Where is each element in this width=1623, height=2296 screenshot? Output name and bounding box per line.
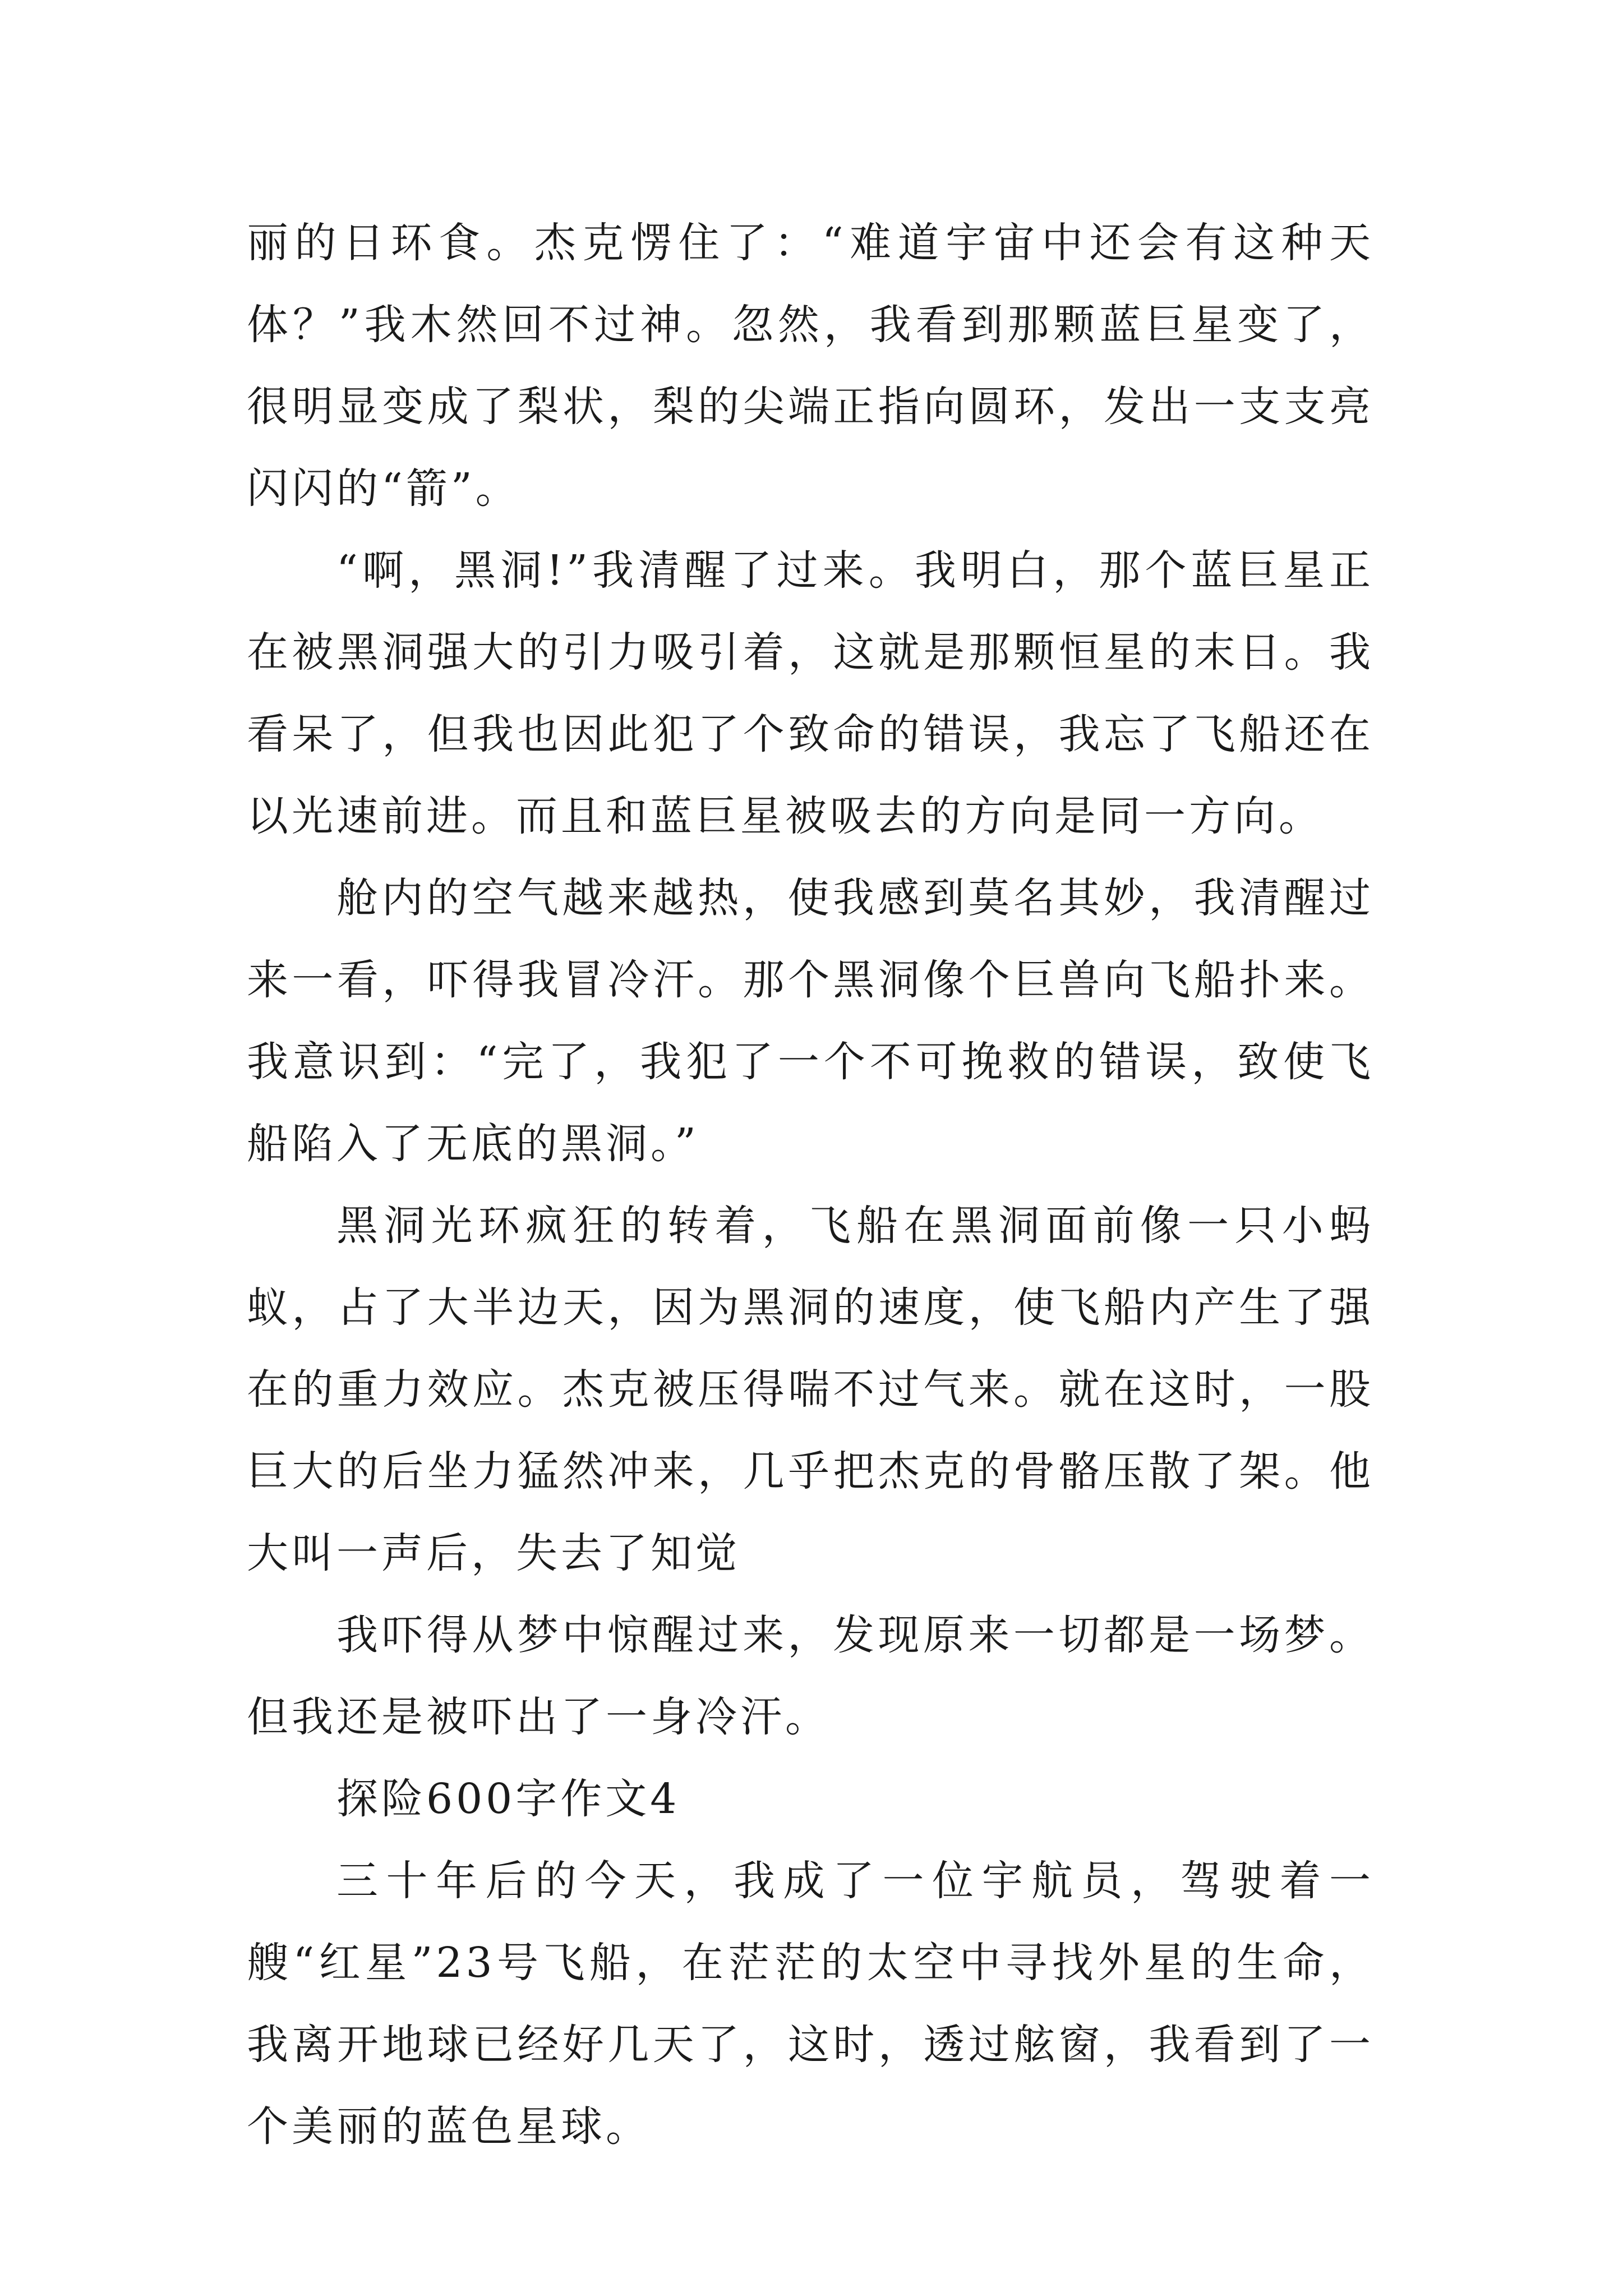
document-body [247,202,1374,2168]
section-heading: 探险600字作文4 [336,1775,680,1823]
paragraph-5: 我吓得从梦中惊醒过来，发现原来一切都是一场梦。但我还是被吓出了一身冷汗。 [247,1611,1374,1741]
paragraph-4: 黑洞光环疯狂的转着，飞船在黑洞面前像一只小蚂蚁，占了大半边天，因为黑洞的速度，使飞船内产生了强在的重力效应。杰克被压得喘不过气来。就在这时，一股巨大的后坐力猛然冲来，几乎把杰克的骨骼压散了架。他大叫一声后，失去了知觉 [247,1202,1374,1577]
paragraph-1: 丽的日环食。杰克愣住了：“难道宇宙中还会有这种天体？”我木然回不过神。忽然，我看到那颗蓝巨星变了，很明显变成了梨状，梨的尖端正指向圆环，发出一支支亮闪闪的“箭”。 [247,219,1374,513]
paragraph-3: 舱内的空气越来越热，使我感到莫名其妙，我清醒过来一看，吓得我冒冷汗。那个黑洞像个巨兽向飞船扑来。我意识到：“完了，我犯了一个不可挽救的错误，致使飞船陷入了无底的黑洞。” [247,874,1374,1168]
paragraph-2: “啊，黑洞!”我清醒了过来。我明白，那个蓝巨星正在被黑洞强大的引力吸引着，这就是那颗恒星的末日。我看呆了，但我也因此犯了个致命的错误，我忘了飞船还在以光速前进。而且和蓝巨星被吸去的方向是同一方向。 [247,546,1374,840]
paragraph-6: 三十年后的今天，我成了一位宇航员，驾驶着一艘“红星”23号飞船，在茫茫的太空中寻找外星的生命，我离开地球已经好几天了，这时，透过舷窗，我看到了一个美丽的蓝色星球。 [247,1857,1374,2151]
